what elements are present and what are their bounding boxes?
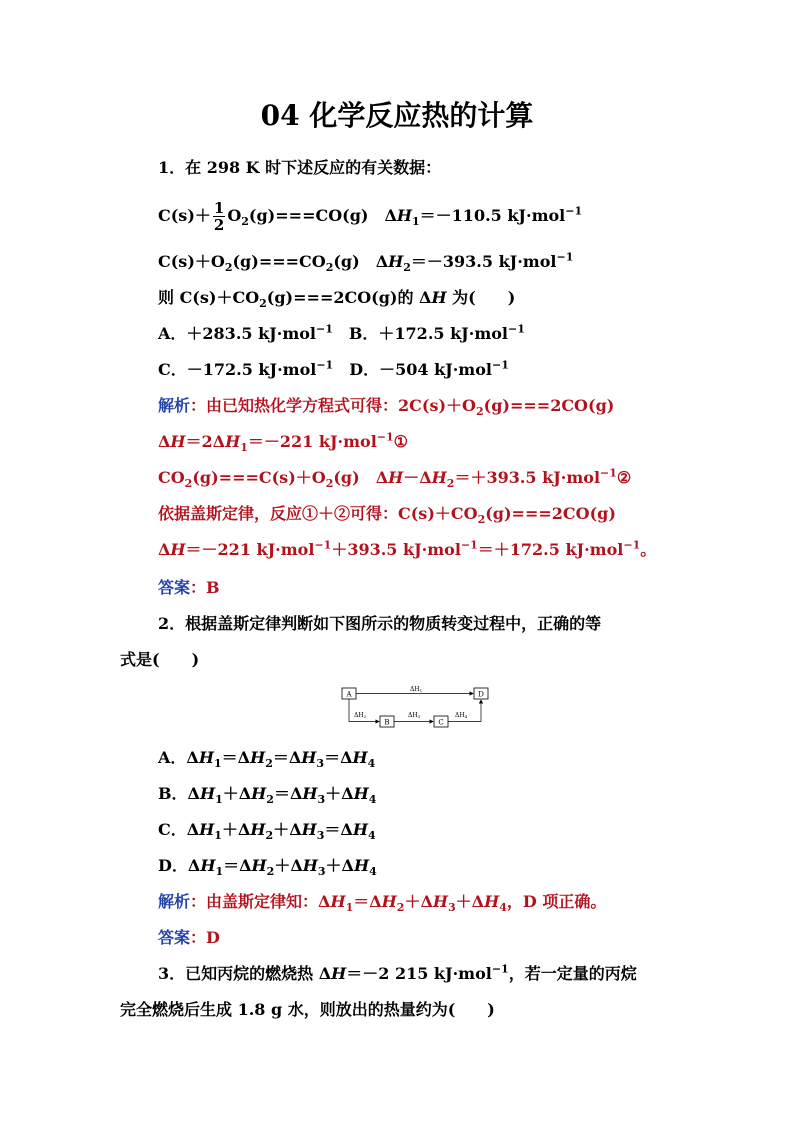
q2-stem-line-1: 2．根据盖斯定律判断如下图所示的物质转变过程中，正确的等 xyxy=(158,614,602,633)
label-a: A xyxy=(346,690,352,699)
answer-label: 答案 xyxy=(158,578,191,597)
q2-option-d: D．$\Delta H_1=\Delta H_2+\Delta H_3+\Delta H_4$ xyxy=(158,856,377,879)
label-c: C xyxy=(438,718,444,727)
q1-analysis-line-5: ΔH＝－221 kJ·mol$^{-1}$＋393.5 kJ·mol$^{-1}$＝＋172.5 kJ·mol$^{-1}$。 xyxy=(158,538,657,559)
q1-options-cd xyxy=(158,358,509,382)
q2-analysis: 解析：由盖斯定律知：$\Delta H_1=\Delta H_2+\Delta H_3+\Delta H_4$，D 项正确。 xyxy=(158,892,607,915)
label-h2: ΔH2 xyxy=(354,712,367,719)
hess-law-diagram xyxy=(340,686,492,736)
q3-stem-line-2: 完全燃烧后生成 1.8 g 水，则放出的热量约为( ) xyxy=(120,1000,495,1019)
q1-analysis-line-3: $CO_2(g)===C(s)+O_2(g)$ $\Delta H-\Delta H_2=+393.5$ kJ·mol$^{-1}$② xyxy=(158,466,632,491)
analysis-label: 解析 xyxy=(158,892,191,911)
analysis-label: 解析 xyxy=(158,396,191,415)
q1-answer: 答案：B xyxy=(158,578,220,597)
q1-options-ab xyxy=(158,322,525,346)
q1-analysis-line-2: $\Delta H=2\Delta H_1=-221$ kJ·mol$^{-1}$① xyxy=(158,430,408,455)
q1-analysis-line-1: 解析：由已知热化学方程式可得：$2C(s)+O_2(g)===2CO(g)$ xyxy=(158,396,615,419)
q1-option-d: D．－504 kJ·mol$^{-1}$ xyxy=(349,358,509,379)
q2-answer: 答案：D xyxy=(158,928,220,947)
answer-label: 答案 xyxy=(158,928,191,947)
q3-stem-line-1: 3．已知丙烷的燃烧热 ΔH＝－2 215 kJ·mol$^{-1}$，若一定量的丙烷 xyxy=(158,962,637,983)
fraction-one-half: $\frac{1}{2}$ xyxy=(213,199,225,234)
label-h3: ΔH3 xyxy=(408,712,421,719)
q1-analysis-line-4: 依据盖斯定律，反应①＋②可得：$C(s)+CO_2(g)===2CO(g)$ xyxy=(158,504,616,527)
page-title: 04 化学反应热的计算 xyxy=(260,99,534,132)
label-h4: ΔH4 xyxy=(455,712,468,719)
q2-stem-line-2: 式是( ) xyxy=(120,650,200,669)
q2-option-c: C．$\Delta H_1+\Delta H_2+\Delta H_3=\Delta H_4$ xyxy=(158,820,376,843)
label-h1: ΔH1 xyxy=(410,686,423,693)
label-b: B xyxy=(384,718,390,727)
label-d: D xyxy=(478,690,484,699)
q1-stem: 1．在 298 K 时下述反应的有关数据： xyxy=(158,158,442,177)
q1-equation-1: C(s)＋ $\frac{1}{2}$ $O_2(g)===CO(g)$ $\Delta H_1=-110.5$ kJ·mol$^{-1}$ xyxy=(158,199,583,234)
q1-option-c: C．－172.5 kJ·mol$^{-1}$ xyxy=(158,358,334,379)
q1-option-a: A．＋283.5 kJ·mol$^{-1}$ xyxy=(158,322,333,343)
q2-option-a: A．$\Delta H_1=\Delta H_2=\Delta H_3=\Delta H_4$ xyxy=(158,748,376,771)
q1-question: 则 $C(s)+CO_2(g)===2CO(g)$的 ΔH 为( ) xyxy=(158,288,516,311)
q2-option-b: B．$\Delta H_1+\Delta H_2=\Delta H_3+\Delta H_4$ xyxy=(158,784,377,807)
q1-option-b: B．＋172.5 kJ·mol$^{-1}$ xyxy=(348,322,525,343)
q1-equation-2: $C(s)+O_2(g)===CO_2(g)$ $\Delta H_2=-393.5$ kJ·mol$^{-1}$ xyxy=(158,250,574,275)
